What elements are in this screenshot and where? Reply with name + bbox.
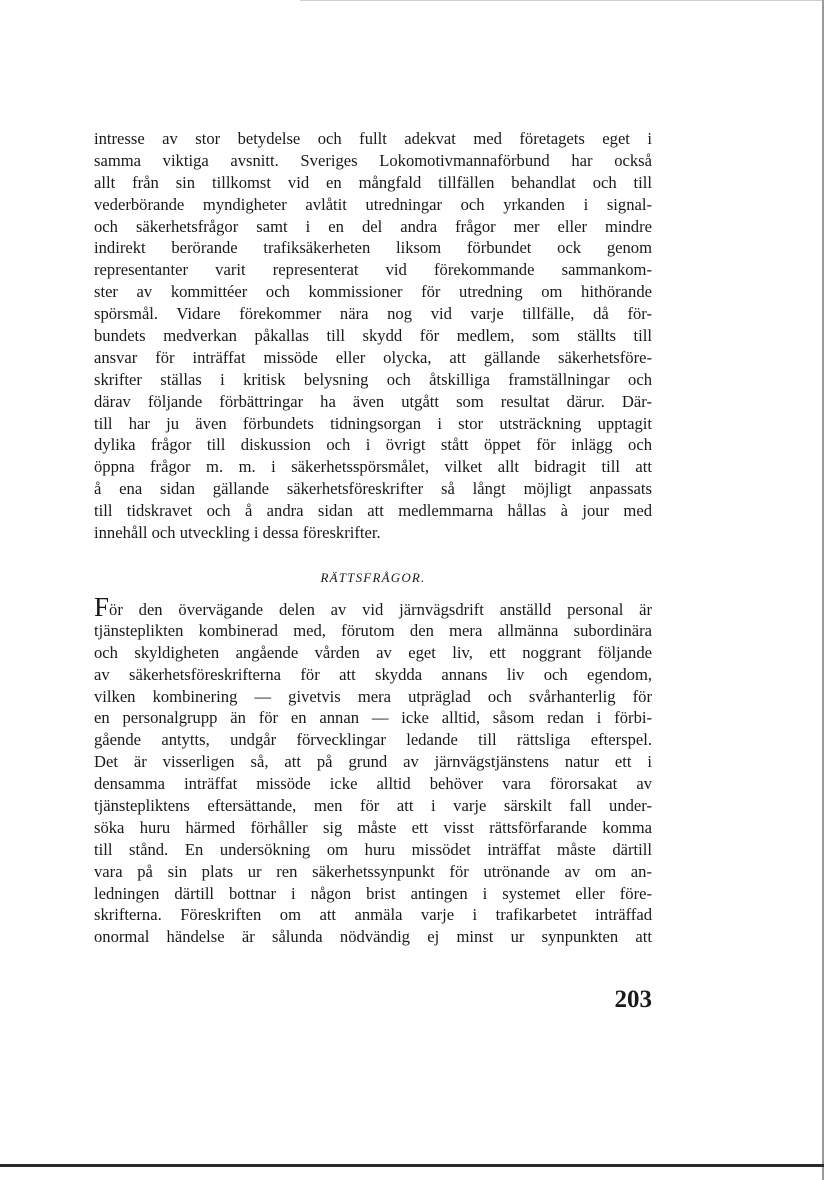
paragraph-1	[94, 128, 652, 544]
text-line: innehåll och utveckling i dessa föreskrifter.	[94, 523, 381, 543]
section-heading: RÄTTSFRÅGOR.	[320, 570, 426, 585]
text-line: vara på sin plats ur ren säkerhetssynpunkt för utrönande av om an-	[94, 861, 652, 881]
text-line: skrifterna. Föreskriften om att anmäla varje i trafikarbetet inträffad	[94, 905, 652, 925]
text-line: dylika frågor till diskussion och i övrigt stått öppet för inlägg och	[94, 435, 652, 455]
text-line: till har ju även förbundets tidningsorgan i stor utsträckning upptagit	[94, 413, 652, 433]
text-line: tjänsteplikten kombinerad med, förutom den mera allmänna subordinära	[94, 620, 652, 640]
text-line: spörsmål. Vidare förekommer nära nog vid varje tillfälle, då för-	[94, 304, 652, 324]
first-text-line	[94, 592, 652, 622]
text-line: skrifter ställas i kritisk belysning och åtskilliga framställningar och	[94, 369, 652, 389]
text-line: indirekt berörande trafiksäkerheten liksom förbundet ock genom	[94, 238, 652, 258]
text-line: öppna frågor m. m. i säkerhetsspörsmålet, vilket allt bidragit till att	[94, 457, 652, 477]
page-bottom-edge	[0, 1164, 824, 1167]
page-top-edge	[300, 0, 824, 1]
text-line: samma viktiga avsnitt. Sveriges Lokomotivmannaförbund har också	[94, 150, 652, 170]
text-line: ledningen därtill bottnar i någon brist antingen i systemet eller före-	[94, 883, 652, 903]
text-line: å ena sidan gällande säkerhetsföreskrifter så långt möjligt anpassats	[94, 479, 652, 499]
text-line: ster av kommittéer och kommissioner för utredning om hithörande	[94, 282, 652, 302]
text-line: Det är visserligen så, att på grund av järnvägstjänstens natur ett i	[94, 752, 652, 772]
text-line: en personalgrupp än för en annan — icke alltid, såsom redan i förbi-	[94, 708, 652, 728]
text-line: av säkerhetsföreskrifterna för att skydda annans liv och egendom,	[94, 664, 652, 684]
drop-cap: F	[94, 592, 110, 622]
text-line: tjänstepliktens eftersättande, men för att i varje särskilt fall under-	[94, 796, 652, 816]
text-line: onormal händelse är sålunda nödvändig ej minst ur synpunkten att	[94, 927, 652, 947]
text-line: intresse av stor betydelse och fullt adekvat med företagets eget i	[94, 129, 652, 148]
text-line: till tidskravet och å andra sidan att medlemmarna hållas à jour med	[94, 501, 652, 521]
text-line: ansvar för inträffat missöde eller olycka, att gällande säkerhetsföre-	[94, 347, 652, 367]
first-line-text: ör den övervägande delen av vid järnvägsdrift anställd personal är	[109, 600, 652, 619]
text-line: och säkerhetsfrågor samt i en del andra frågor mer eller mindre	[94, 216, 652, 236]
text-line: söka huru härmed förhåller sig måste ett visst rättsförfarande komma	[94, 817, 652, 837]
page-number: 203	[614, 986, 652, 1013]
text-line: densamma inträffat missöde icke alltid behöver vara förorsakat av	[94, 774, 652, 794]
text-line: representanter varit representerat vid förekommande sammankom-	[94, 260, 652, 280]
text-line: vilken kombinering — givetvis mera utpräglad och svårhanterlig för	[94, 686, 652, 706]
text-line: gående antytts, undgår förvecklingar ledande till rättsliga efterspel.	[94, 730, 652, 750]
text-line: till stånd. En undersökning om huru missödet inträffat måste därtill	[94, 839, 652, 859]
text-line: därav följande förbättringar ha även utgått som resultat därur. Där-	[94, 391, 652, 411]
text-line: bundets medverkan påkallas till skydd för medlem, som ställts till	[94, 326, 652, 346]
text-line: allt från sin tillkomst vid en mångfald tillfällen behandlat och till	[94, 172, 652, 192]
paragraph-2	[94, 592, 652, 948]
text-line: vederbörande myndigheter avlåtit utredningar och yrkanden i signal-	[94, 194, 652, 214]
text-line: och skyldigheten angående vården av eget liv, ett noggrant följande	[94, 642, 652, 662]
